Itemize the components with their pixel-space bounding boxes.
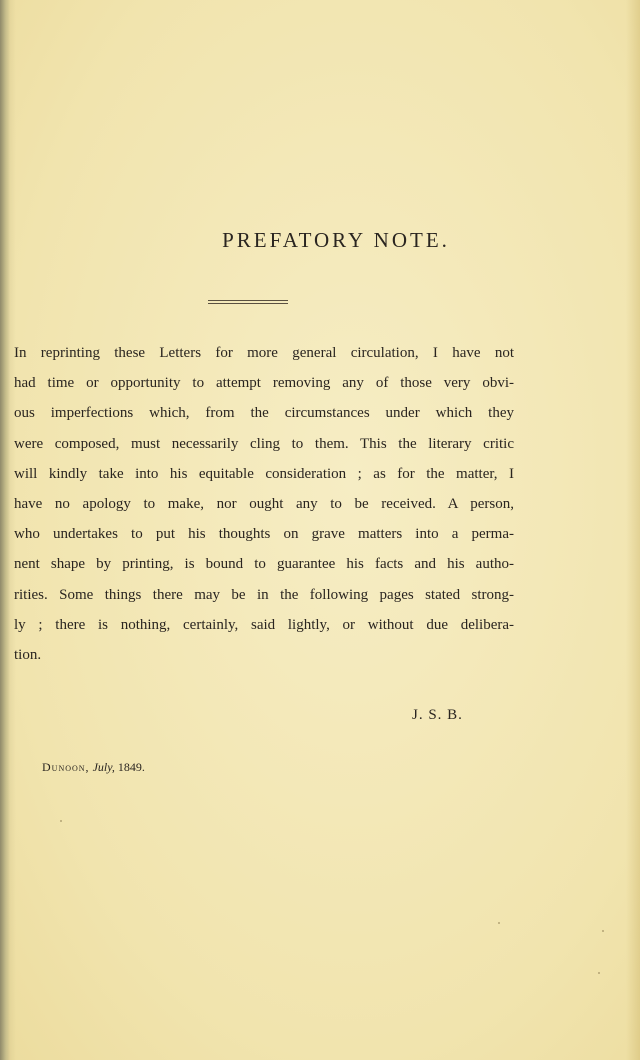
page-title: PREFATORY NOTE.	[222, 228, 450, 252]
body-line: who undertakes to put his thoughts on grave matters into a perma-	[14, 526, 514, 543]
body-line: rities. Some things there may be in the following pages stated strong-	[14, 586, 514, 603]
body-line: tion.	[14, 647, 42, 664]
paper-speck	[498, 922, 500, 924]
body-line: will kindly take into his equitable consideration ; as for the matter, I	[14, 465, 514, 482]
body-line: had time or opportunity to attempt removing any of those very obvi-	[14, 375, 514, 392]
body-line: have no apology to make, nor ought any to be received. A person,	[14, 496, 514, 513]
body-line: ly ; there is nothing, certainly, said lightly, or without due delibera-	[14, 616, 514, 633]
paper-speck	[602, 930, 604, 932]
dateline-year: 1849.	[117, 760, 145, 774]
paper-speck	[60, 820, 62, 822]
divider-line	[208, 303, 288, 304]
divider-line	[208, 300, 288, 301]
dateline-place: Dunoon,	[42, 760, 90, 774]
body-line: In reprinting these Letters for more general circulation, I have not	[14, 345, 514, 361]
body-line: ous imperfections which, from the circumstances under which they	[14, 405, 514, 422]
body-paragraph	[14, 338, 514, 670]
title-divider	[208, 300, 288, 305]
page-binding-edge	[0, 0, 10, 1060]
body-line: were composed, must necessarily cling to them. This the literary critic	[14, 435, 514, 452]
dateline	[42, 760, 145, 775]
body-line: nent shape by printing, is bound to guarantee his facts and his autho-	[14, 556, 514, 573]
paper-speck	[598, 972, 600, 974]
dateline-month: July,	[92, 760, 115, 774]
author-signature: J. S. B.	[412, 707, 463, 723]
